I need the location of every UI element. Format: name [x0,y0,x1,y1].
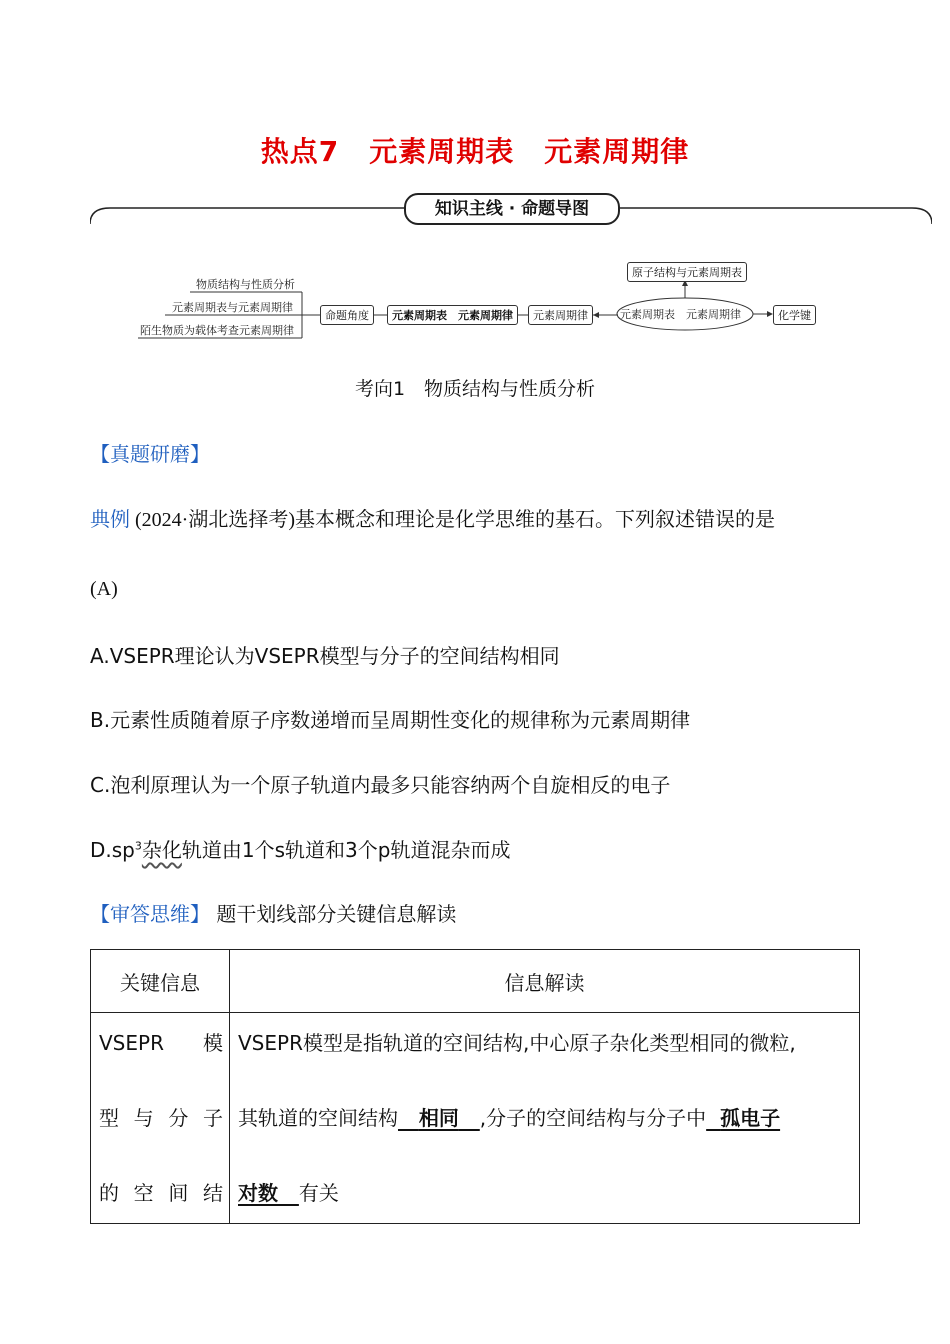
answer-blank-1 [398,1106,480,1130]
interp-line-3 [238,1177,851,1223]
option-d-underlined: 杂化 [141,838,182,862]
option-d-prefix: D.sp [90,838,135,862]
title-hotspot: 热点7 [260,135,340,168]
table-header-key: 关键信息 [91,950,230,1013]
mindmap-law: 元素周期律 [528,305,593,325]
mindmap-angle-label: 命题角度 [320,305,374,325]
mindmap-center: 元素周期表 元素周期律 [620,308,741,321]
answer-blank-2a [706,1106,780,1130]
example-source: (2024·湖北选择考) [130,509,295,531]
interp-text-b: ,分子的空间结构与分子中 [479,1106,707,1130]
answer-2b: 对数 [238,1181,278,1205]
interp-line-1: VSEPR模型是指轨道的空间结构,中心原子杂化类型相同的微粒, [238,1031,796,1055]
zhenti-label: 【真题研磨】 [90,442,210,466]
thinking-label: 【审答思维】 [90,902,210,926]
answer-blank-2b [238,1181,299,1205]
interp-text-a: 其轨道的空间结构 [238,1106,398,1130]
table-header-interp: 信息解读 [230,950,860,1013]
table-header-row [91,950,860,1013]
mindmap-top: 原子结构与元素周期表 [627,262,747,282]
key-line-3: 的空间结 [99,1181,223,1205]
key-line-2: 型与分子 [99,1106,223,1130]
key-line-1: VSEPR 模 [99,1031,223,1055]
mindmap-right: 化学键 [773,305,816,325]
thinking-line [90,898,456,927]
interp-text-end: 有关 [298,1181,339,1205]
page-title [0,130,950,170]
table-interp-cell [230,1013,860,1224]
answer-1: 相同 [418,1106,459,1130]
section-heading: 考向1 物质结构与性质分析 [354,378,596,400]
example-label: 典例 [90,507,130,531]
option-a: A.VSEPR理论认为VSEPR模型与分子的空间结构相同 [90,644,560,668]
option-c: C.泡利原理认为一个原子轨道内最多只能容纳两个自旋相反的电子 [90,773,671,797]
table-key-cell [91,1013,230,1224]
interp-line-2 [238,1102,851,1177]
thinking-text: 题干划线部分关键信息解读 [216,902,457,926]
mindmap-angle-3: 陌生物质为载体考查元素周期律 [140,324,294,337]
key-info-table [90,949,860,1224]
option-b: B.元素性质随着原子序数递增而呈周期性变化的规律称为元素周期律 [90,708,691,732]
mindmap-angle-1: 物质结构与性质分析 [196,278,295,291]
table-row [91,1013,860,1224]
section-banner: 知识主线 · 命题导图 [404,193,620,225]
answer-2a: 孤电子 [720,1106,781,1130]
title-periodic-law: 元素周期律 [544,135,690,168]
option-d-sup: 3 [134,839,142,853]
example-stem: 基本概念和理论是化学思维的基石。下列叙述错误的是 [294,507,775,531]
example-question [90,503,775,532]
mindmap-topic: 元素周期表 元素周期律 [387,305,518,325]
example-answer: (A) [90,578,118,600]
title-periodic-table: 元素周期表 [369,135,515,168]
mindmap-angle-2: 元素周期表与元素周期律 [172,301,293,314]
option-d-suffix: 轨道由1个s轨道和3个p轨道混杂而成 [181,838,511,862]
option-d [90,834,510,863]
